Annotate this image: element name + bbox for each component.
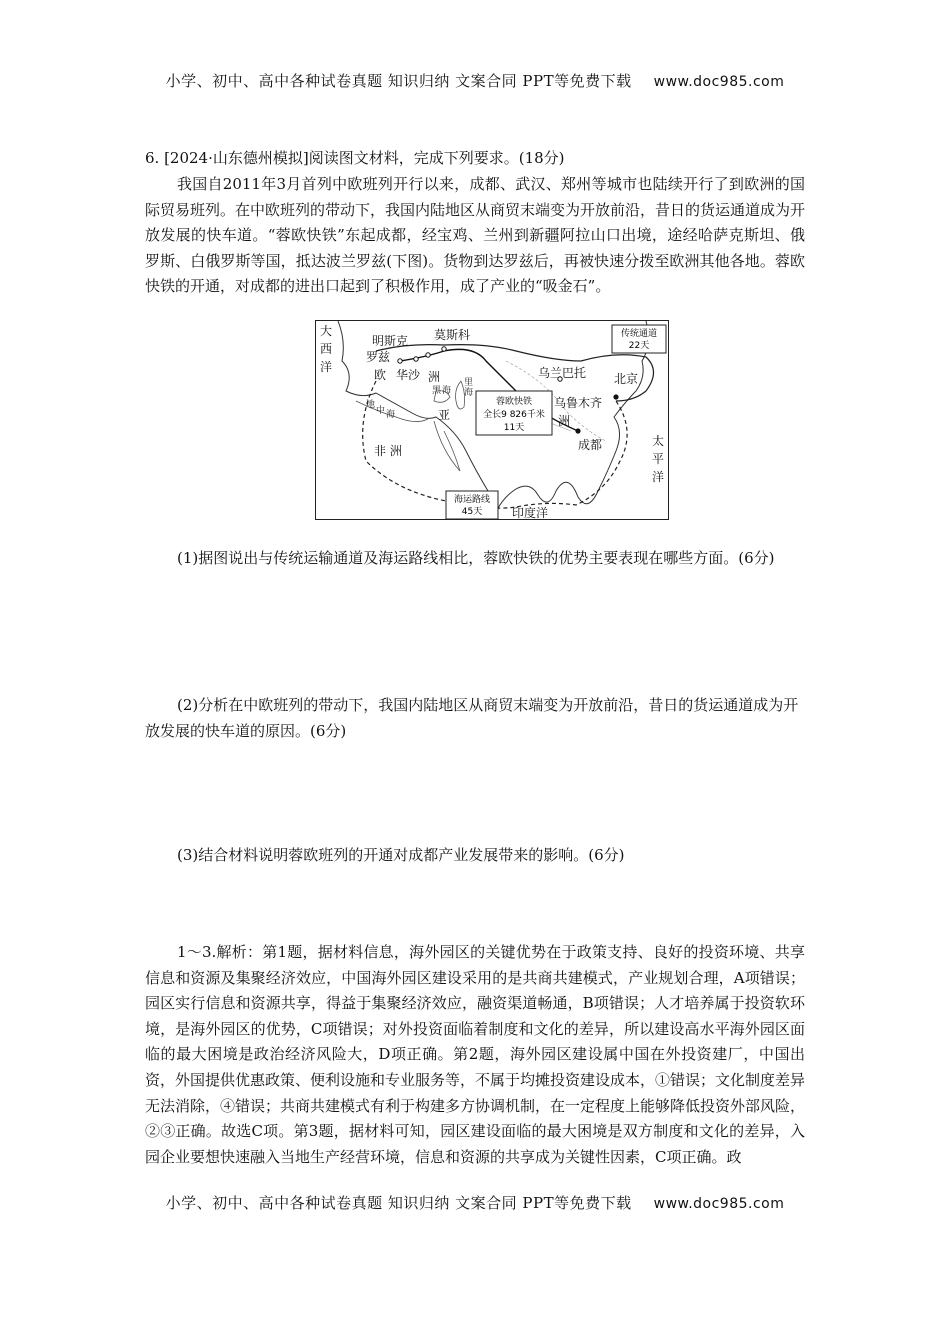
warsaw-dot [414,357,418,361]
label-asia-2: 洲 [558,414,571,428]
traditional-route-title: 传统通道 [620,329,658,339]
label-atlantic-3: 洋 [320,360,333,374]
label-beijing: 北京 [614,372,639,386]
label-minsk: 明斯克 [372,334,409,348]
label-atlantic-1: 大 [320,324,333,338]
label-africa: 非 洲 [374,444,402,458]
label-lodz: 罗兹 [366,350,391,364]
label-atlantic-2: 西 [320,342,333,356]
red-sea-shore [434,421,460,471]
rongou-length: 全长9 826千米 [483,410,545,420]
label-caspian-1: 里 [464,378,474,388]
label-med-3: 海 [386,410,396,420]
label-indian-ocean: 印度洋 [512,506,549,520]
sea-route-days: 45天 [461,507,483,517]
label-med-1: 地 [366,400,376,410]
label-black-sea-1: 黑 [432,386,442,396]
question-1: (1)据图说出与传统运输通道及海运路线相比，蓉欧快铁的优势主要表现在哪些方面。(6分) [177,549,775,567]
header-text: 小学、初中、高中各种试卷真题 知识归纳 文案合同 PPT等免费下载 [165,72,632,90]
page-footer [0,1192,950,1213]
sea-route-title: 海运路线 [453,495,491,505]
question-material: 我国自2011年3月首列中欧班列开行以来，成都、武汉、郑州等城市也陆续开行了到欧洲的国际贸易班列。在中欧班列的带动下，我国内陆地区从商贸末端变为开放前沿，昔日的货运通道成为开放发展的快车道。“蓉欧快铁”东起成都，经宝鸡、兰州到新疆阿拉山口出境，途经哈萨克斯坦、俄罗斯、白俄罗斯等国，抵达波兰罗兹(下图)。货物到达罗兹后，再被快速分拨至欧洲其他各地。蓉欧快铁的开通，对成都的进出口起到了积极作用，成了产业的“吸金石”。 [145,175,806,296]
label-ulaanbaatar: 乌兰巴托 [538,366,587,380]
label-zhou: 洲 [428,370,441,384]
label-black-sea-2: 海 [442,386,452,396]
traditional-route-days: 22天 [628,341,650,351]
chengdu-dot [575,428,580,433]
footer-site-link[interactable]: www.doc985.com [653,1196,785,1212]
label-pacific-2: 平 [652,452,665,466]
beijing-dot [613,394,618,399]
minsk-dot [426,353,430,357]
footer-text: 小学、初中、高中各种试卷真题 知识归纳 文案合同 PPT等免费下载 [165,1194,632,1212]
moscow-dot [442,347,446,351]
rongou-days: 11天 [503,423,525,433]
rongou-title: 蓉欧快铁 [495,397,533,407]
label-pacific-1: 太 [652,434,665,448]
label-europe: 欧 [374,368,387,382]
label-warsaw: 华沙 [396,368,421,382]
label-moscow: 莫斯科 [434,328,471,342]
question-title: 6. [2024·山东德州模拟]阅读图文材料，完成下列要求。(18分) [145,149,565,167]
page-header [0,70,950,91]
lodz-dot [398,359,402,363]
label-urumqi: 乌鲁木齐 [554,396,603,410]
question-3: (3)结合材料说明蓉欧班列的开通对成都产业发展带来的影响。(6分) [177,846,625,864]
label-chengdu: 成都 [578,438,603,452]
label-caspian-2: 海 [464,388,474,398]
label-asia-1: 亚 [438,408,451,422]
header-site-link[interactable]: www.doc985.com [653,74,785,90]
label-med-2: 中 [376,406,386,416]
question-2: (2)分析在中欧班列的带动下，我国内陆地区从商贸末端变为开放前沿，昔日的货运通道成为开放发展的快车道的原因。(6分) [145,696,799,740]
analysis-text: 1～3.解析：第1题，据材料信息，海外园区的关键优势在于政策支持、良好的投资环境、共享信息和资源及集聚经济效应，中国海外园区建设采用的是共商共建模式，产业规划合理，A项错误；园区实行信息和资源共享，得益于集聚经济效应，融资渠道畅通，B项错误；人才培养属于投资软环境，是海外园区的优势，C项错误；对外投资面临着制度和文化的差异，所以建设高水平海外园区面临的最大困境是政治经济风险大，D项正确。第2题，海外园区建设属中国在外投资建厂，中国出资，外国提供优惠政策、便利设施和专业服务等，不属于均摊投资建设成本，①错误；文化制度差异无法消除，④错误；共商共建模式有利于构建多方协调机制，在一定程度上能够降低投资外部风险，②③正确。故选C项。第3题，据材料可知，园区建设面临的最大困境是双方制度和文化的差异，入园企业要想快速融入当地生产经营环境，信息和资源的共享成为关键性因素，C项正确。政 [145,943,806,1166]
route-map [315,320,669,520]
label-pacific-3: 洋 [652,470,665,484]
